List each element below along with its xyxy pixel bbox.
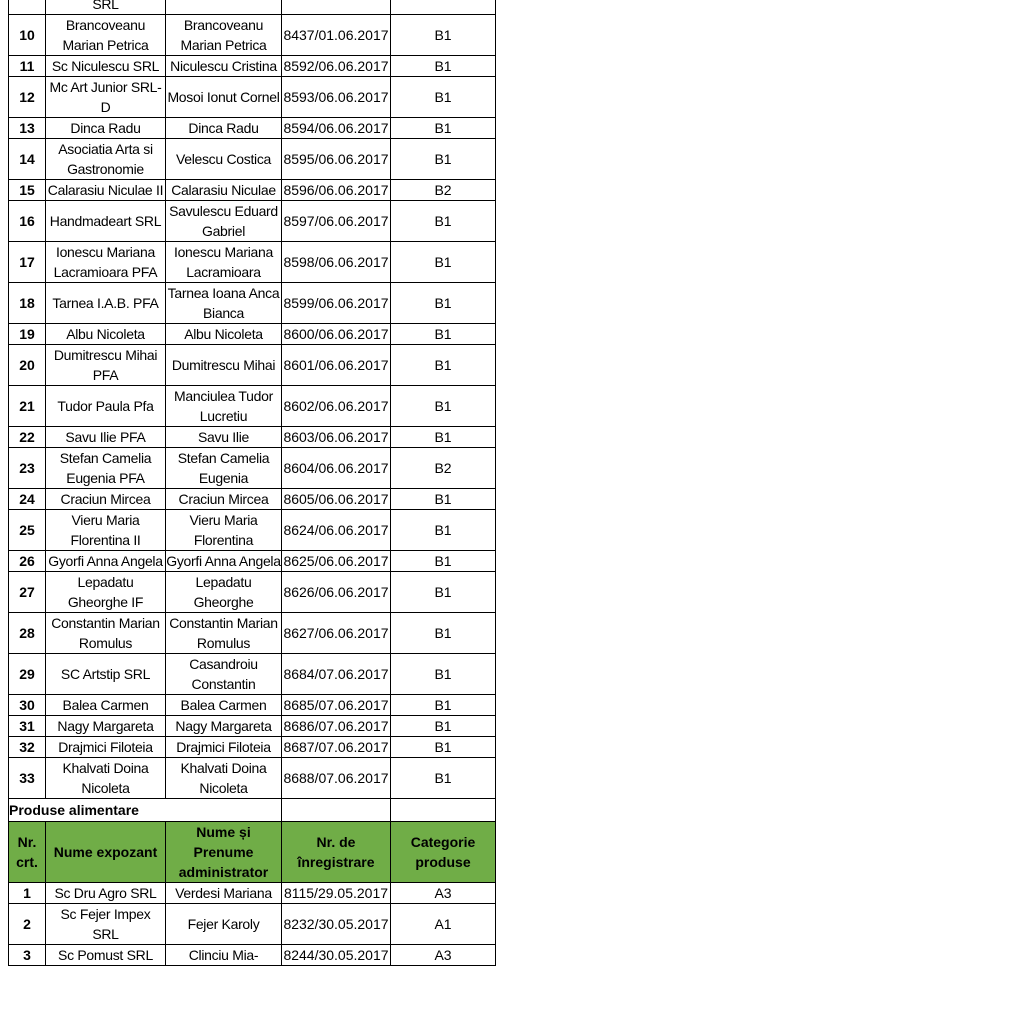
cell-administrator: Calarasiu Niculae bbox=[166, 180, 282, 201]
cell-administrator: Craciun Mircea bbox=[166, 489, 282, 510]
section-title-blank bbox=[391, 799, 496, 822]
cell-inregistrare: 8596/06.06.2017 bbox=[282, 180, 391, 201]
cell-categorie: B1 bbox=[391, 201, 496, 242]
cell-expozant: Gyorfi Anna Angela bbox=[46, 551, 166, 572]
cell-nr: 33 bbox=[9, 758, 46, 799]
cell-nr: 3 bbox=[9, 945, 46, 966]
header-categorie: Categorie produse bbox=[391, 822, 496, 883]
cell-nr: 19 bbox=[9, 324, 46, 345]
cell-categorie: B1 bbox=[391, 737, 496, 758]
cell-nr: 27 bbox=[9, 572, 46, 613]
cell-inregistrare: 8592/06.06.2017 bbox=[282, 56, 391, 77]
table-row bbox=[9, 180, 496, 201]
cell-expozant: Mc Art Junior SRL-D bbox=[46, 77, 166, 118]
cell-expozant: Sc Niculescu SRL bbox=[46, 56, 166, 77]
cell-categorie: B1 bbox=[391, 15, 496, 56]
cell-categorie: B1 bbox=[391, 77, 496, 118]
cell-expozant: Tarnea I.A.B. PFA bbox=[46, 283, 166, 324]
cell-nr: 20 bbox=[9, 345, 46, 386]
cell-expozant: Constantin Marian Romulus bbox=[46, 613, 166, 654]
cell-categorie: A3 bbox=[391, 883, 496, 904]
document-page bbox=[8, 0, 496, 966]
table-row bbox=[9, 242, 496, 283]
cell-categorie: B1 bbox=[391, 386, 496, 427]
cell-inregistrare: 8244/30.05.2017 bbox=[282, 945, 391, 966]
cell-nr: 24 bbox=[9, 489, 46, 510]
cell-administrator: Drajmici Filoteia bbox=[166, 737, 282, 758]
cell-administrator: Albu Nicoleta bbox=[166, 324, 282, 345]
cell-expozant: Handmadeart SRL bbox=[46, 201, 166, 242]
cell-categorie: B1 bbox=[391, 56, 496, 77]
table-row bbox=[9, 510, 496, 551]
cell-categorie: B1 bbox=[391, 551, 496, 572]
cell-categorie: B1 bbox=[391, 139, 496, 180]
cell-inregistrare: 8597/06.06.2017 bbox=[282, 201, 391, 242]
table-row bbox=[9, 716, 496, 737]
table-row bbox=[9, 904, 496, 945]
cell-nr: 13 bbox=[9, 118, 46, 139]
cell-categorie: A1 bbox=[391, 904, 496, 945]
cell-categorie: B1 bbox=[391, 283, 496, 324]
cell-categorie: B2 bbox=[391, 448, 496, 489]
cell-expozant: SRL bbox=[46, 0, 166, 15]
cell-administrator: Nagy Margareta bbox=[166, 716, 282, 737]
cell-categorie: B1 bbox=[391, 695, 496, 716]
cell-expozant: Dinca Radu bbox=[46, 118, 166, 139]
cell-categorie: B1 bbox=[391, 510, 496, 551]
cell-nr: 25 bbox=[9, 510, 46, 551]
cell-categorie: B1 bbox=[391, 324, 496, 345]
cell-categorie: B1 bbox=[391, 716, 496, 737]
cell-inregistrare: 8625/06.06.2017 bbox=[282, 551, 391, 572]
cell-inregistrare: 8602/06.06.2017 bbox=[282, 386, 391, 427]
cell-expozant: Drajmici Filoteia bbox=[46, 737, 166, 758]
cell-expozant: Stefan Camelia Eugenia PFA bbox=[46, 448, 166, 489]
header-expozant: Nume expozant bbox=[46, 822, 166, 883]
cell-expozant: Calarasiu Niculae II bbox=[46, 180, 166, 201]
table-row bbox=[9, 448, 496, 489]
cell-inregistrare: 8624/06.06.2017 bbox=[282, 510, 391, 551]
cell-categorie: B1 bbox=[391, 427, 496, 448]
header-inregistrare: Nr. de înregistrare bbox=[282, 822, 391, 883]
cell-inregistrare: 8232/30.05.2017 bbox=[282, 904, 391, 945]
table-row bbox=[9, 695, 496, 716]
cell-administrator: Balea Carmen bbox=[166, 695, 282, 716]
cell-categorie: B1 bbox=[391, 572, 496, 613]
cell-administrator: Manciulea Tudor Lucretiu bbox=[166, 386, 282, 427]
cell-categorie: A3 bbox=[391, 945, 496, 966]
cell-inregistrare bbox=[282, 0, 391, 15]
cell-nr: 23 bbox=[9, 448, 46, 489]
cell-expozant: Balea Carmen bbox=[46, 695, 166, 716]
table-row bbox=[9, 201, 496, 242]
cell-expozant: Nagy Margareta bbox=[46, 716, 166, 737]
table-row bbox=[9, 945, 496, 966]
cell-nr: 15 bbox=[9, 180, 46, 201]
section-title: Produse alimentare bbox=[9, 799, 282, 822]
cell-categorie: B2 bbox=[391, 180, 496, 201]
cell-administrator: Casandroiu Constantin bbox=[166, 654, 282, 695]
cell-administrator: Stefan Camelia Eugenia bbox=[166, 448, 282, 489]
table-row bbox=[9, 0, 496, 15]
table-row bbox=[9, 613, 496, 654]
cell-inregistrare: 8687/07.06.2017 bbox=[282, 737, 391, 758]
cell-categorie bbox=[391, 0, 496, 15]
cell-inregistrare: 8594/06.06.2017 bbox=[282, 118, 391, 139]
table-row bbox=[9, 324, 496, 345]
cell-nr: 29 bbox=[9, 654, 46, 695]
cell-categorie: B1 bbox=[391, 654, 496, 695]
section1-rows bbox=[9, 0, 496, 799]
cell-nr bbox=[9, 0, 46, 15]
cell-categorie: B1 bbox=[391, 242, 496, 283]
table-row bbox=[9, 386, 496, 427]
cell-categorie: B1 bbox=[391, 758, 496, 799]
cell-inregistrare: 8595/06.06.2017 bbox=[282, 139, 391, 180]
cell-inregistrare: 8599/06.06.2017 bbox=[282, 283, 391, 324]
exhibitors-table bbox=[8, 0, 496, 966]
cell-expozant: Ionescu Mariana Lacramioara PFA bbox=[46, 242, 166, 283]
section-title-row bbox=[9, 799, 496, 822]
cell-nr: 22 bbox=[9, 427, 46, 448]
cell-administrator: Dumitrescu Mihai bbox=[166, 345, 282, 386]
cell-inregistrare: 8600/06.06.2017 bbox=[282, 324, 391, 345]
cell-inregistrare: 8627/06.06.2017 bbox=[282, 613, 391, 654]
cell-categorie: B1 bbox=[391, 345, 496, 386]
cell-inregistrare: 8601/06.06.2017 bbox=[282, 345, 391, 386]
cell-inregistrare: 8626/06.06.2017 bbox=[282, 572, 391, 613]
cell-expozant: Craciun Mircea bbox=[46, 489, 166, 510]
cell-nr: 11 bbox=[9, 56, 46, 77]
cell-expozant: SC Artstip SRL bbox=[46, 654, 166, 695]
cell-expozant: Lepadatu Gheorghe IF bbox=[46, 572, 166, 613]
cell-categorie: B1 bbox=[391, 613, 496, 654]
section2 bbox=[9, 799, 496, 883]
cell-nr: 18 bbox=[9, 283, 46, 324]
cell-inregistrare: 8688/07.06.2017 bbox=[282, 758, 391, 799]
header-nr: Nr. crt. bbox=[9, 822, 46, 883]
table-row bbox=[9, 551, 496, 572]
cell-administrator: Savu Ilie bbox=[166, 427, 282, 448]
cell-expozant: Albu Nicoleta bbox=[46, 324, 166, 345]
cell-administrator: Savulescu Eduard Gabriel bbox=[166, 201, 282, 242]
cell-expozant: Savu Ilie PFA bbox=[46, 427, 166, 448]
cell-nr: 30 bbox=[9, 695, 46, 716]
table-row bbox=[9, 118, 496, 139]
cell-administrator: Brancoveanu Marian Petrica bbox=[166, 15, 282, 56]
cell-administrator: Mosoi Ionut Cornel bbox=[166, 77, 282, 118]
cell-expozant: Dumitrescu Mihai PFA bbox=[46, 345, 166, 386]
cell-inregistrare: 8686/07.06.2017 bbox=[282, 716, 391, 737]
cell-nr: 31 bbox=[9, 716, 46, 737]
table-header-row bbox=[9, 822, 496, 883]
cell-administrator: Verdesi Mariana bbox=[166, 883, 282, 904]
cell-administrator: Constantin Marian Romulus bbox=[166, 613, 282, 654]
cell-categorie: B1 bbox=[391, 489, 496, 510]
cell-inregistrare: 8437/01.06.2017 bbox=[282, 15, 391, 56]
table-row bbox=[9, 758, 496, 799]
cell-nr: 12 bbox=[9, 77, 46, 118]
cell-administrator: Khalvati Doina Nicoleta bbox=[166, 758, 282, 799]
table-row bbox=[9, 56, 496, 77]
header-administrator: Nume și Prenume administrator bbox=[166, 822, 282, 883]
cell-administrator: Clinciu Mia- bbox=[166, 945, 282, 966]
cell-expozant: Vieru Maria Florentina II bbox=[46, 510, 166, 551]
cell-nr: 1 bbox=[9, 883, 46, 904]
cell-nr: 2 bbox=[9, 904, 46, 945]
cell-expozant: Tudor Paula Pfa bbox=[46, 386, 166, 427]
cell-nr: 14 bbox=[9, 139, 46, 180]
cell-inregistrare: 8684/07.06.2017 bbox=[282, 654, 391, 695]
cell-administrator: Dinca Radu bbox=[166, 118, 282, 139]
cell-expozant: Brancoveanu Marian Petrica bbox=[46, 15, 166, 56]
cell-administrator: Ionescu Mariana Lacramioara bbox=[166, 242, 282, 283]
table-row bbox=[9, 139, 496, 180]
cell-categorie: B1 bbox=[391, 118, 496, 139]
cell-inregistrare: 8685/07.06.2017 bbox=[282, 695, 391, 716]
cell-administrator: Niculescu Cristina bbox=[166, 56, 282, 77]
cell-administrator: Velescu Costica bbox=[166, 139, 282, 180]
cell-nr: 32 bbox=[9, 737, 46, 758]
cell-expozant: Sc Pomust SRL bbox=[46, 945, 166, 966]
cell-expozant: Sc Fejer Impex SRL bbox=[46, 904, 166, 945]
table-row bbox=[9, 15, 496, 56]
table-row bbox=[9, 883, 496, 904]
cell-expozant: Sc Dru Agro SRL bbox=[46, 883, 166, 904]
table-row bbox=[9, 345, 496, 386]
cell-expozant: Khalvati Doina Nicoleta bbox=[46, 758, 166, 799]
cell-nr: 26 bbox=[9, 551, 46, 572]
table-row bbox=[9, 427, 496, 448]
cell-administrator bbox=[166, 0, 282, 15]
cell-nr: 16 bbox=[9, 201, 46, 242]
cell-inregistrare: 8603/06.06.2017 bbox=[282, 427, 391, 448]
cell-nr: 17 bbox=[9, 242, 46, 283]
table-row bbox=[9, 572, 496, 613]
cell-administrator: Vieru Maria Florentina bbox=[166, 510, 282, 551]
cell-inregistrare: 8604/06.06.2017 bbox=[282, 448, 391, 489]
cell-nr: 10 bbox=[9, 15, 46, 56]
cell-expozant: Asociatia Arta si Gastronomie bbox=[46, 139, 166, 180]
table-row bbox=[9, 654, 496, 695]
cell-inregistrare: 8115/29.05.2017 bbox=[282, 883, 391, 904]
cell-administrator: Lepadatu Gheorghe bbox=[166, 572, 282, 613]
table-row bbox=[9, 77, 496, 118]
table-row bbox=[9, 737, 496, 758]
cell-inregistrare: 8593/06.06.2017 bbox=[282, 77, 391, 118]
cell-administrator: Fejer Karoly bbox=[166, 904, 282, 945]
table-row bbox=[9, 283, 496, 324]
cell-inregistrare: 8598/06.06.2017 bbox=[282, 242, 391, 283]
section-title-blank bbox=[282, 799, 391, 822]
table-row bbox=[9, 489, 496, 510]
cell-administrator: Tarnea Ioana Anca Bianca bbox=[166, 283, 282, 324]
section2-rows bbox=[9, 883, 496, 966]
cell-inregistrare: 8605/06.06.2017 bbox=[282, 489, 391, 510]
cell-administrator: Gyorfi Anna Angela bbox=[166, 551, 282, 572]
cell-nr: 21 bbox=[9, 386, 46, 427]
cell-nr: 28 bbox=[9, 613, 46, 654]
